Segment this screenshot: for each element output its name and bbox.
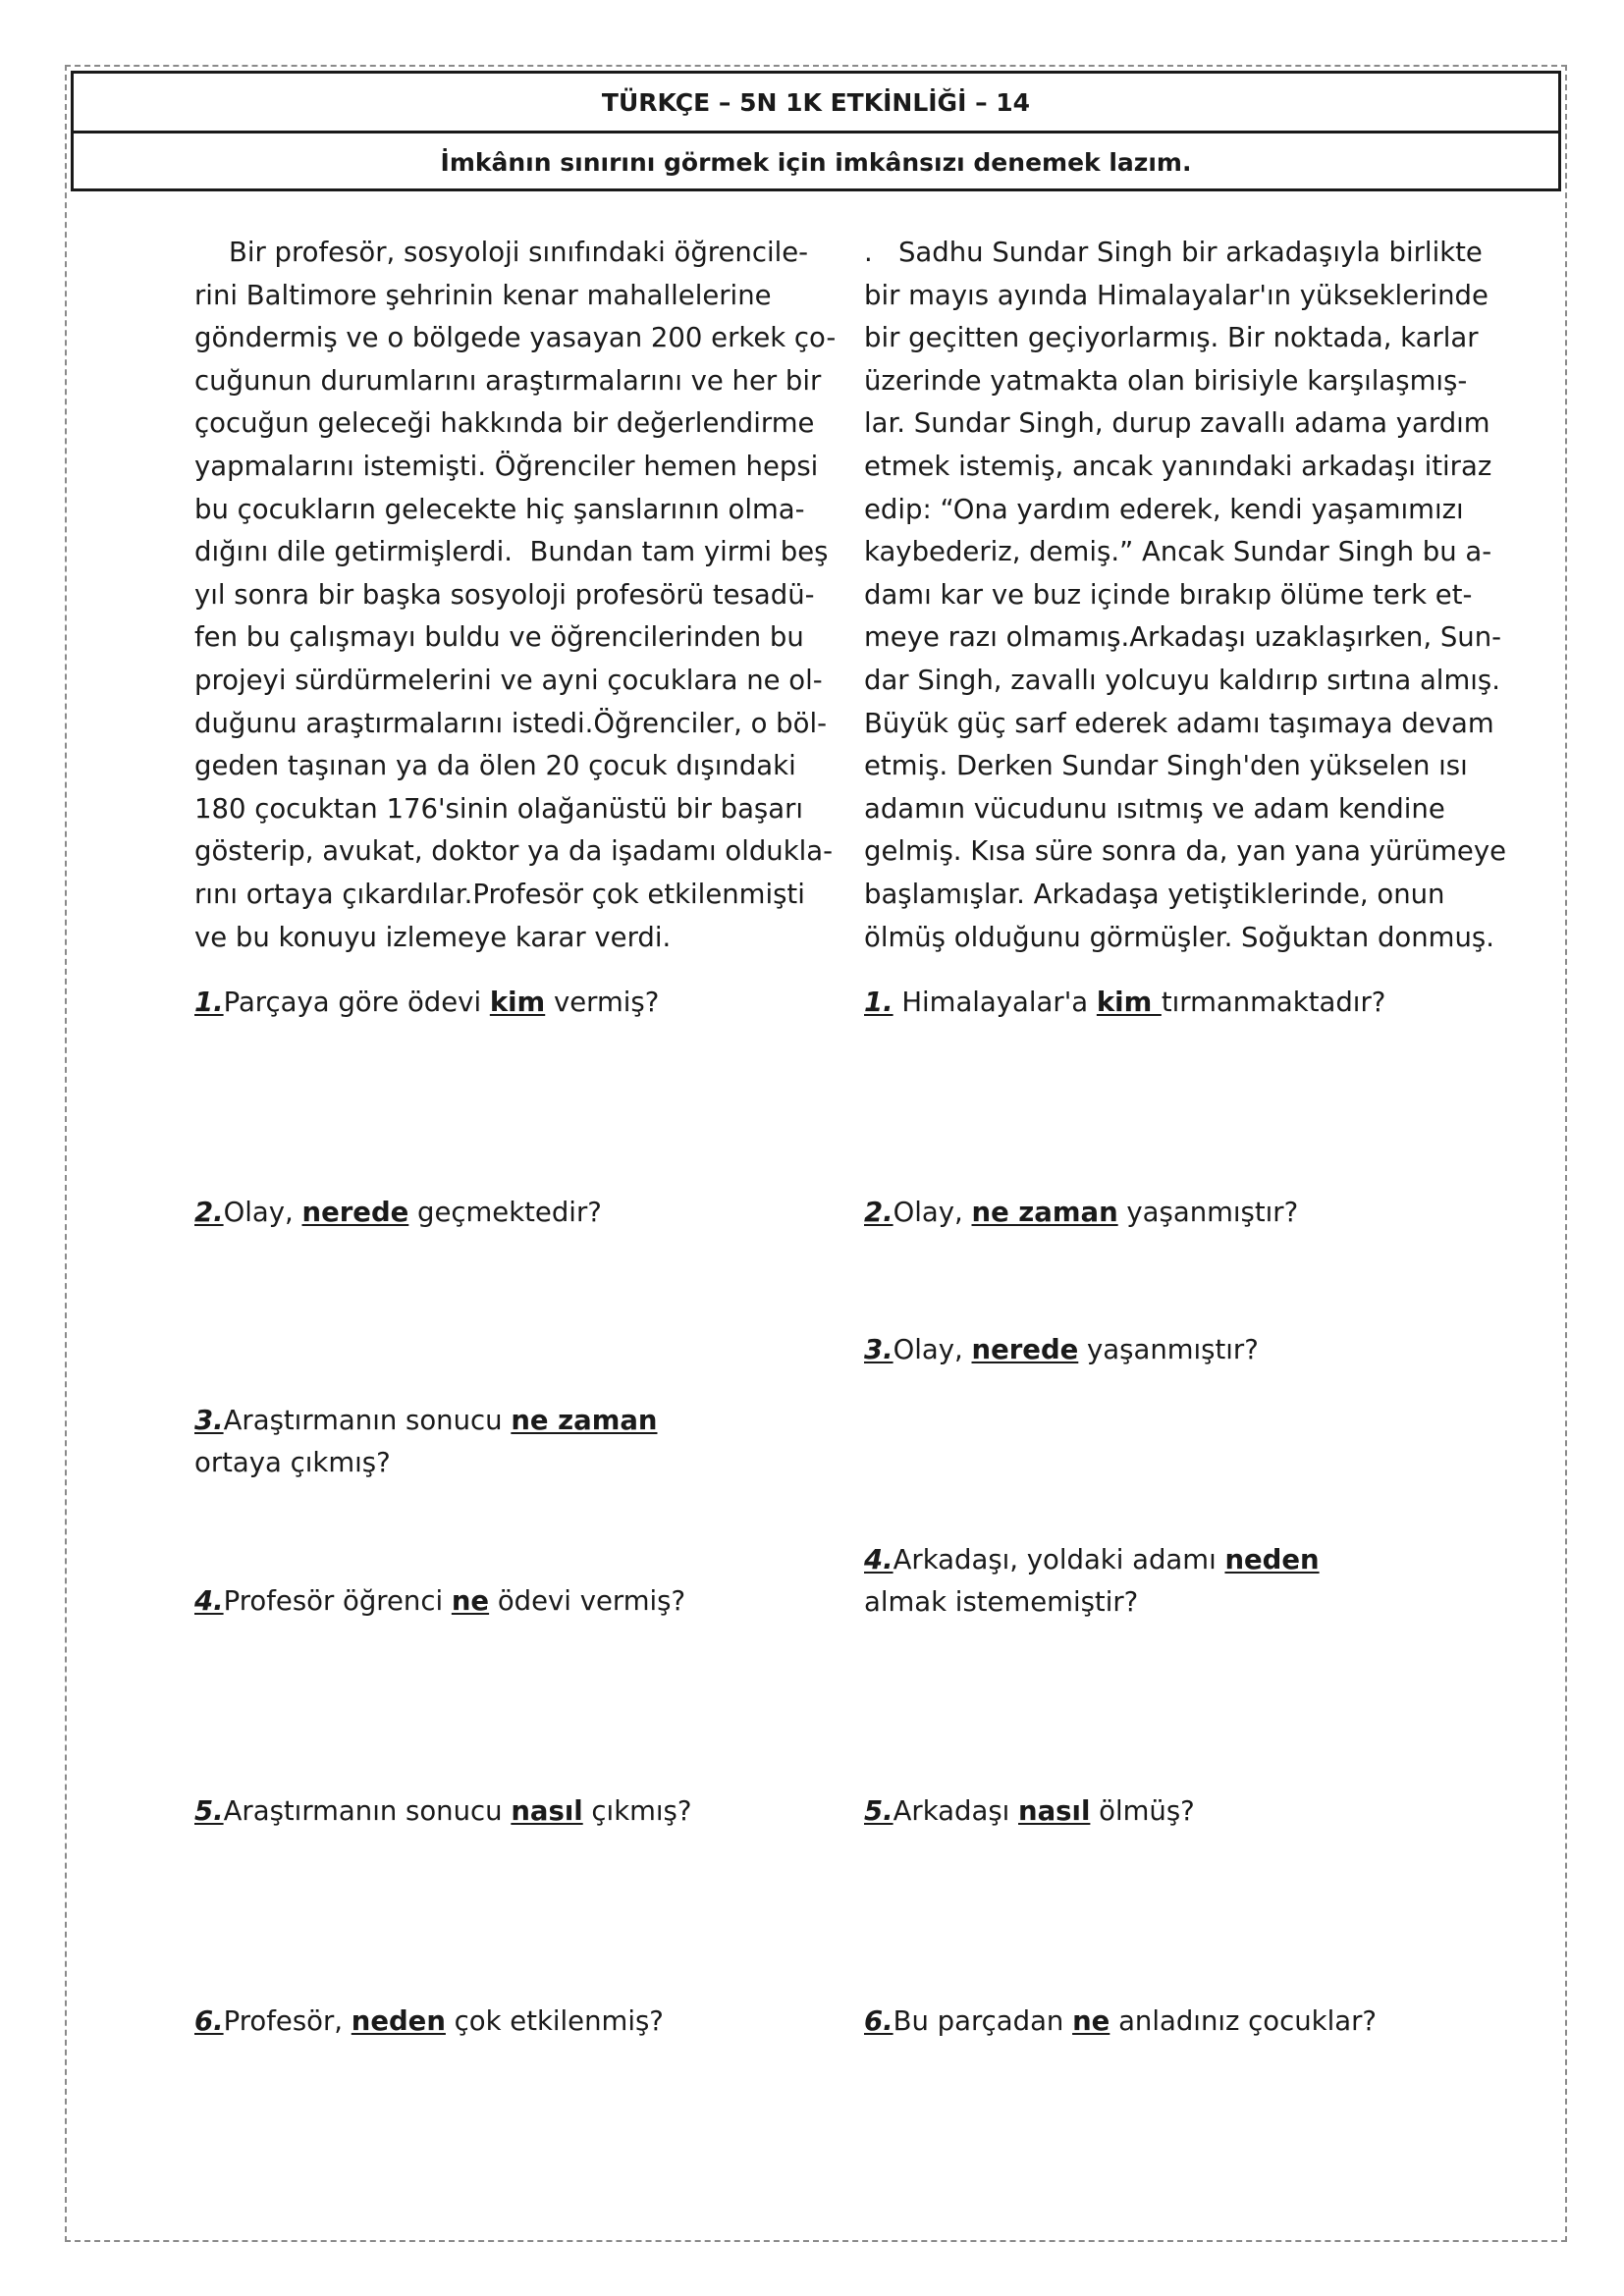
question-keyword: ne zaman [971, 1197, 1118, 1228]
question-text: ölmüş? [1090, 1795, 1195, 1827]
question-keyword: neden [351, 2005, 446, 2037]
story-line: gösterip, avukat, doktor ya da işadamı oldukla- [194, 835, 834, 868]
question-text: tırmanmaktadır? [1161, 987, 1386, 1018]
worksheet-quote: İmkânın sınırını görmek için imkânsızı denemek lazım. [74, 131, 1558, 191]
question-text: Parçaya göre ödevi [223, 987, 490, 1018]
story-line: çocuğun geleceği hakkında bir değerlendirme [194, 407, 815, 440]
question-number: 3. [864, 1334, 893, 1365]
left-question-2 [194, 1192, 744, 1234]
question-number: 4. [194, 1585, 224, 1617]
question-number: 2. [194, 1197, 224, 1228]
story-line: edip: “Ona yardım ederek, kendi yaşamımızı [864, 493, 1464, 525]
worksheet-title: TÜRKÇE – 5N 1K ETKİNLİĞİ – 14 [601, 87, 1031, 117]
right-question-2 [864, 1192, 1414, 1234]
story-line: ve bu konuyu izlemeye karar verdi. [194, 921, 672, 953]
right-question-3 [864, 1329, 1414, 1371]
question-number: 5. [194, 1795, 224, 1827]
story-line: damı kar ve buz içinde bırakıp ölüme terk et- [864, 578, 1473, 611]
story-line: bir mayıs ayında Himalayalar'ın yükseklerinde [864, 279, 1489, 311]
story-line: cuğunun durumlarını araştırmalarını ve her bir [194, 364, 822, 397]
story-line: ölmüş olduğunu görmüşler. Soğuktan donmuş. [864, 921, 1494, 953]
left-question-5 [194, 1790, 744, 1833]
question-keyword: ne [1072, 2005, 1110, 2037]
question-text: Bu parçadan [893, 2005, 1073, 2037]
story-line: dığını dile getirmişlerdi. Bundan tam yirmi beş [194, 536, 829, 568]
question-number: 3. [194, 1405, 224, 1436]
question-number: 1. [194, 987, 224, 1018]
story-line: bu çocukların gelecekte hiç şanslarının olma- [194, 493, 805, 525]
story-line: . Sadhu Sundar Singh bir arkadaşıyla birlikte [864, 237, 1483, 268]
question-text: Profesör öğrenci [223, 1585, 452, 1617]
question-number: 1. [864, 987, 893, 1018]
question-keyword: kim [1096, 987, 1162, 1018]
left-question-1 [194, 982, 744, 1024]
right-story [864, 232, 1507, 959]
left-question-4 [194, 1580, 744, 1623]
question-keyword: ne [451, 1585, 490, 1617]
question-keyword: nerede [301, 1197, 409, 1228]
question-keyword: kim [489, 987, 546, 1018]
question-text: ortaya çıkmış? [194, 1447, 391, 1478]
story-line: gelmiş. Kısa süre sonra da, yan yana yürümeye [864, 835, 1507, 868]
question-text: Olay, [893, 1197, 972, 1228]
question-text: geçmektedir? [408, 1197, 602, 1228]
question-text: yaşanmıştır? [1078, 1334, 1259, 1365]
question-text: çıkmış? [582, 1795, 692, 1827]
story-line: 180 çocuktan 176'sinin olağanüstü bir başarı [194, 792, 804, 825]
question-text: Olay, [223, 1197, 302, 1228]
story-line: üzerinde yatmakta olan birisiyle karşılaşmış- [864, 364, 1468, 397]
question-text: vermiş? [545, 987, 660, 1018]
story-line: başlamışlar. Arkadaşa yetiştiklerinde, onun [864, 878, 1445, 910]
story-line: etmek istemiş, ancak yanındaki arkadaşı itiraz [864, 450, 1492, 482]
story-line: projeyi sürdürmelerini ve ayni çocuklara ne ol- [194, 664, 823, 696]
question-number: 6. [864, 2005, 893, 2037]
header-box [71, 71, 1561, 191]
question-keyword: ne zaman [511, 1405, 658, 1436]
question-text: Profesör, [223, 2005, 352, 2037]
right-question-4 [864, 1539, 1355, 1624]
question-keyword: nasıl [1018, 1795, 1091, 1827]
story-line: yıl sonra bir başka sosyoloji profesörü tesadü- [194, 578, 815, 611]
question-text: anladınız çocuklar? [1110, 2005, 1377, 2037]
story-line: adamın vücudunu ısıtmış ve adam kendine [864, 792, 1445, 825]
story-line: lar. Sundar Singh, durup zavallı adama yardım [864, 407, 1490, 440]
question-text: Himalayalar'a [893, 987, 1097, 1018]
story-line: etmiş. Derken Sundar Singh'den yükselen ısı [864, 750, 1468, 782]
question-number: 2. [864, 1197, 893, 1228]
story-line: rini Baltimore şehrinin kenar mahallelerine [194, 279, 772, 311]
story-line: geden taşınan ya da ölen 20 çocuk dışındaki [194, 750, 796, 782]
story-line: göndermiş ve o bölgede yasayan 200 erkek ço- [194, 322, 837, 354]
question-text: yaşanmıştır? [1117, 1197, 1299, 1228]
story-line: rını ortaya çıkardılar.Profesör çok etkilenmişti [194, 878, 805, 910]
left-story [194, 232, 837, 959]
right-question-1 [864, 982, 1414, 1024]
left-question-6 [194, 2001, 744, 2043]
story-line: bir geçitten geçiyorlarmış. Bir noktada, karlar [864, 322, 1479, 354]
question-text: Araştırmanın sonucu [223, 1405, 512, 1436]
question-number: 6. [194, 2005, 224, 2037]
story-line: kaybederiz, demiş.” Ancak Sundar Singh bu a- [864, 536, 1492, 568]
story-line: duğunu araştırmalarını istedi.Öğrenciler, o böl- [194, 707, 828, 739]
question-text: çok etkilenmiş? [445, 2005, 664, 2037]
right-question-6 [864, 2001, 1414, 2043]
question-text: Arkadaşı, yoldaki adamı [893, 1544, 1225, 1575]
question-number: 4. [864, 1544, 893, 1575]
story-line: dar Singh, zavallı yolcuyu kaldırıp sırtına almış. [864, 664, 1500, 696]
question-keyword: nasıl [511, 1795, 583, 1827]
left-question-3 [194, 1400, 705, 1484]
question-keyword: neden [1224, 1544, 1320, 1575]
story-line: yapmalarını istemişti. Öğrenciler hemen hepsi [194, 450, 819, 482]
story-line: Bir profesör, sosyoloji sınıfındaki öğrencile- [194, 237, 809, 268]
story-line: Büyük güç sarf ederek adamı taşımaya devam [864, 707, 1494, 739]
question-text: almak istememiştir? [864, 1586, 1139, 1618]
question-keyword: nerede [971, 1334, 1079, 1365]
story-line: meye razı olmamış.Arkadaşı uzaklaşırken, Sun- [864, 621, 1502, 654]
question-text: Olay, [893, 1334, 972, 1365]
question-text: Araştırmanın sonucu [223, 1795, 512, 1827]
question-text: ödevi vermiş? [489, 1585, 686, 1617]
right-question-5 [864, 1790, 1414, 1833]
story-line: fen bu çalışmayı buldu ve öğrencilerinden bu [194, 621, 804, 654]
question-number: 5. [864, 1795, 893, 1827]
question-text: Arkadaşı [893, 1795, 1019, 1827]
